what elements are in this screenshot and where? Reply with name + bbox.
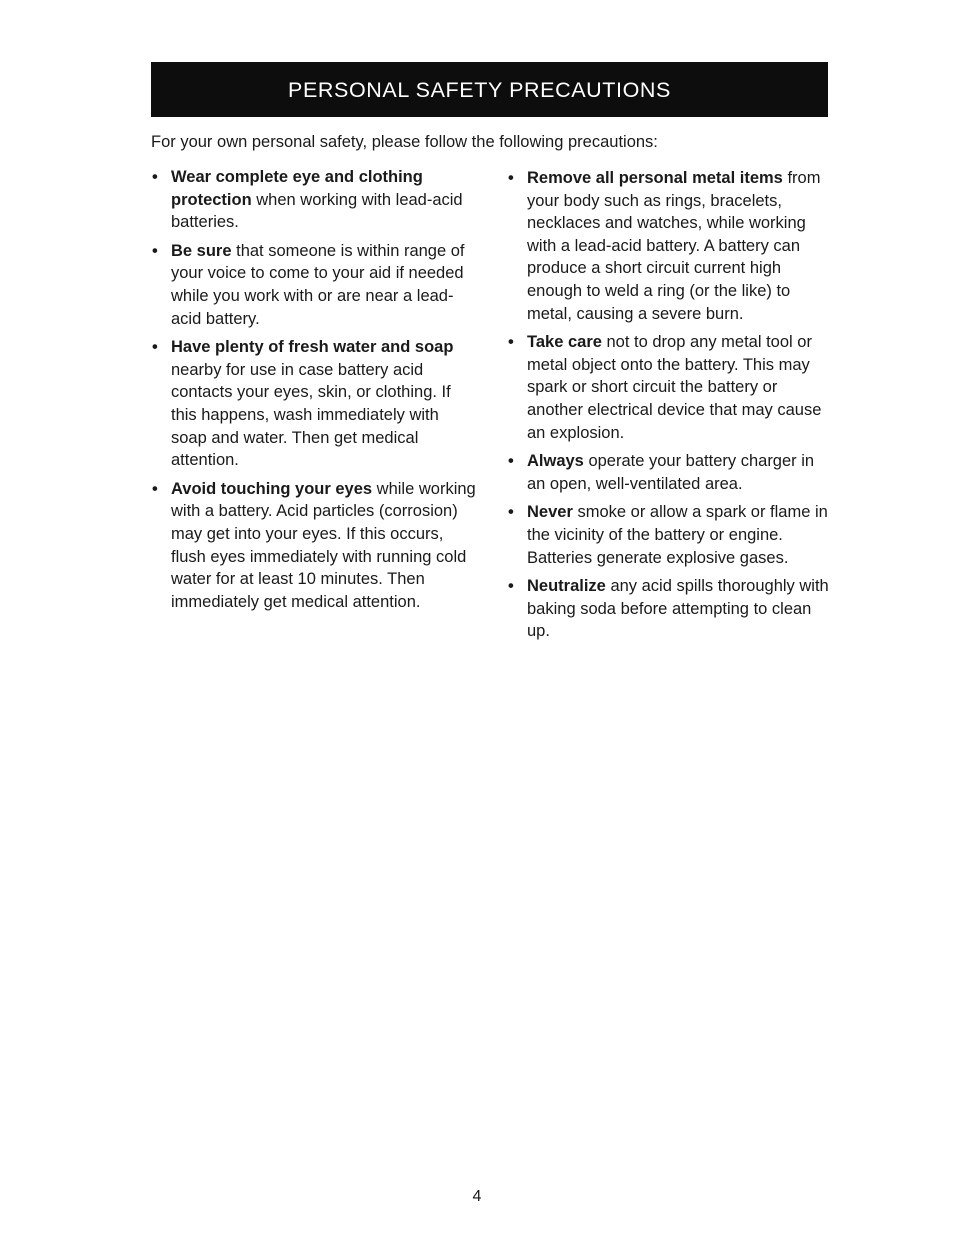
item-text: any acid spills thoroughly with baking soda before attempting to clean up. bbox=[527, 577, 829, 641]
bullet-icon: • bbox=[152, 479, 158, 498]
list-item bbox=[151, 336, 476, 472]
item-text: when working with lead-acid batteries. bbox=[171, 190, 463, 232]
bullet-icon: • bbox=[508, 503, 514, 522]
list-item bbox=[151, 478, 476, 614]
item-text: from your body such as rings, bracelets, necklaces and watches, while working with a lead-acid battery. A battery can produce a short circuit current high enough to weld a ring (or the like) to metal, causing a severe burn. bbox=[527, 169, 821, 323]
bullet-icon: • bbox=[508, 169, 514, 187]
item-lead: Never bbox=[527, 503, 573, 522]
bullet-icon: • bbox=[152, 168, 158, 186]
item-lead: Always bbox=[527, 452, 584, 471]
list-item bbox=[507, 450, 837, 495]
item-lead: Be sure bbox=[171, 241, 232, 260]
item-lead: Neutralize bbox=[527, 577, 606, 596]
list-item bbox=[507, 331, 837, 444]
bullet-icon: • bbox=[152, 338, 158, 357]
item-text: not to drop any metal tool or metal object onto the battery. This may spark or short circuit the battery or another electrical device that may cause an explosion. bbox=[527, 333, 822, 442]
item-text: nearby for use in case battery acid contacts your eyes, skin, or clothing. If this happens, wash immediately with soap and water. Then get medical attention. bbox=[171, 360, 451, 470]
bullet-icon: • bbox=[508, 333, 514, 352]
bullet-icon: • bbox=[508, 577, 514, 596]
list-item bbox=[151, 166, 476, 234]
bullet-icon: • bbox=[508, 452, 514, 471]
item-lead: Wear complete eye and clothing protection bbox=[171, 168, 423, 209]
list-item bbox=[507, 501, 837, 569]
item-lead: Avoid touching your eyes bbox=[171, 479, 373, 498]
bullet-icon: • bbox=[152, 241, 158, 260]
item-text: smoke or allow a spark or flame in the vicinity of the battery or engine. Batteries generate explosive gases. bbox=[527, 503, 828, 567]
intro-text: For your own personal safety, please follow the following precautions: bbox=[151, 133, 658, 151]
list-item bbox=[151, 240, 476, 330]
item-lead: Remove all personal metal items bbox=[527, 169, 783, 187]
item-lead: Take care bbox=[527, 333, 602, 352]
left-column-list bbox=[151, 166, 476, 619]
page-number: 4 bbox=[472, 1188, 482, 1205]
item-text: that someone is within range of your voice to come to your aid if needed while you work with or are near a lead-acid battery. bbox=[171, 241, 465, 328]
section-header-bar bbox=[151, 62, 828, 117]
list-item bbox=[507, 167, 837, 325]
item-text: operate your battery charger in an open, well-ventilated area. bbox=[527, 452, 815, 493]
right-column-list bbox=[507, 167, 837, 649]
list-item bbox=[507, 575, 837, 643]
section-title: PERSONAL SAFETY PRECAUTIONS bbox=[288, 77, 671, 102]
item-lead: Have plenty of fresh water and soap bbox=[171, 338, 454, 357]
item-text: while working with a battery. Acid particles (corrosion) may get into your eyes. If this occurs, flush eyes immediately with running cold water for at least 10 minutes. Then immediately get medical attention. bbox=[171, 479, 476, 611]
